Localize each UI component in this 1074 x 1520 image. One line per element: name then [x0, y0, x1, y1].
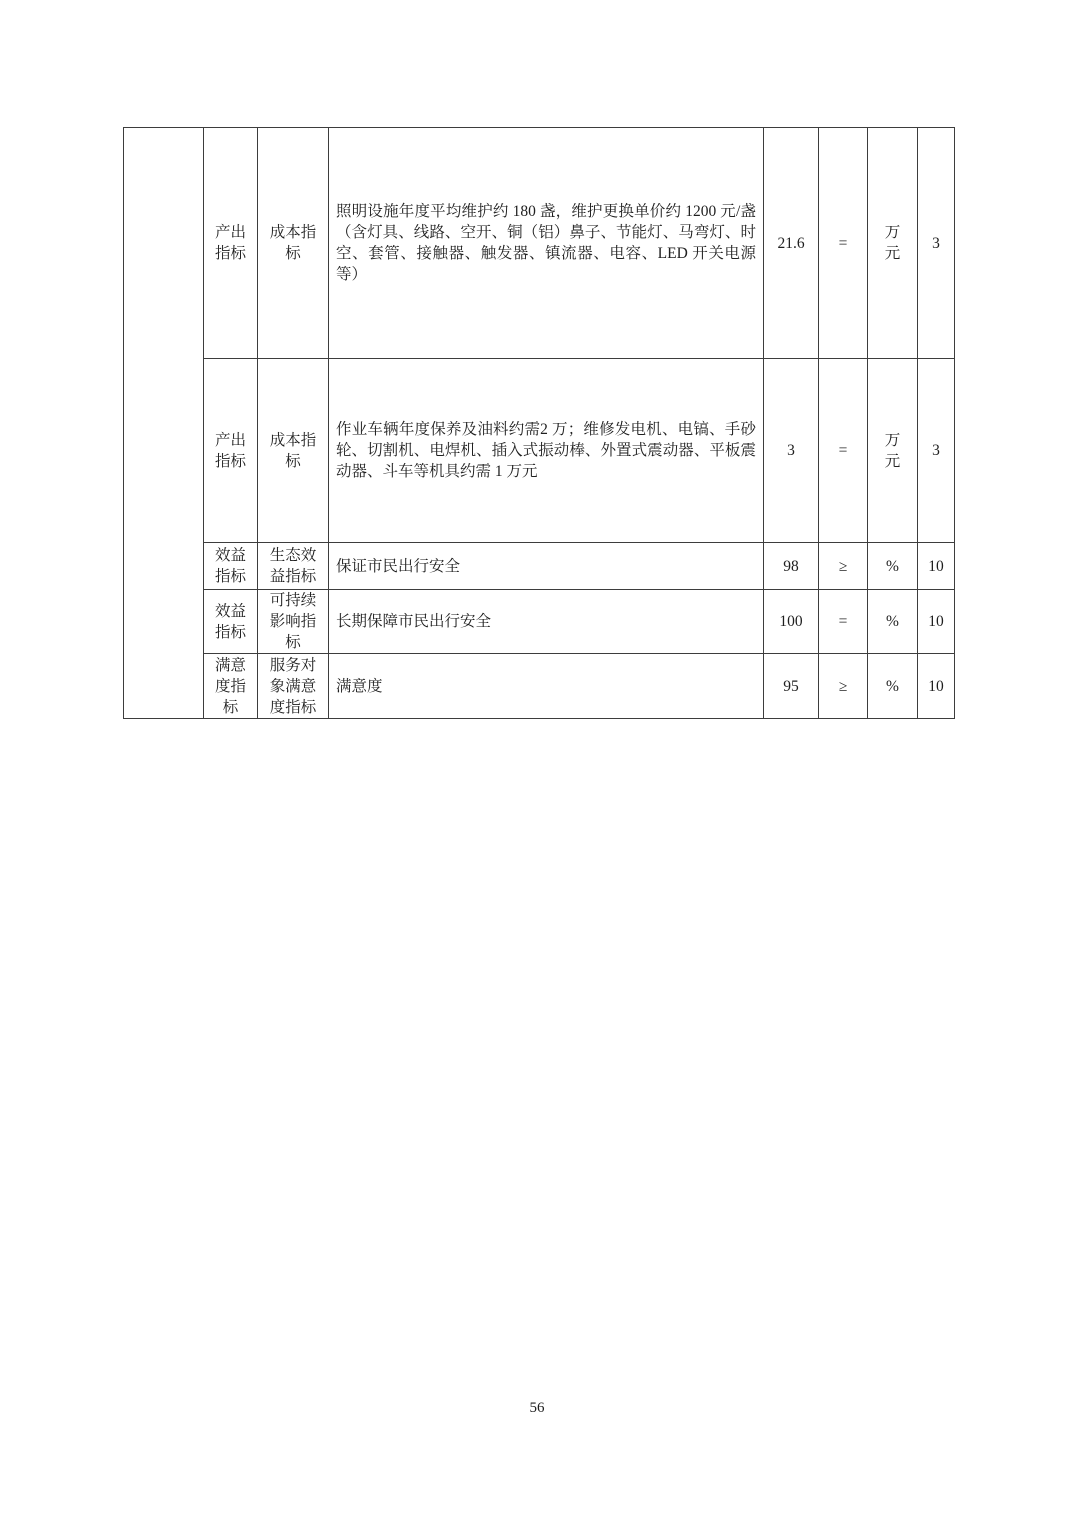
- indicator-operator-cell: ≥: [819, 654, 868, 719]
- indicator-weight-cell: 10: [918, 654, 955, 719]
- indicator-weight-cell: 3: [918, 359, 955, 543]
- indicator-type-cell: 产出指标: [204, 359, 258, 543]
- indicator-type-cell: 效益指标: [204, 590, 258, 654]
- indicator-value-cell: 98: [764, 543, 819, 590]
- indicator-subtype-cell: 生态效益指标: [258, 543, 329, 590]
- indicator-weight-cell: 10: [918, 590, 955, 654]
- indicator-subtype-cell: 可持续影响指标: [258, 590, 329, 654]
- indicator-description-cell: 作业车辆年度保养及油料约需2 万；维修发电机、电镐、手砂轮、切割机、电焊机、插入式振动棒、外置式震动器、平板震动器、斗车等机具约需 1 万元: [329, 359, 764, 543]
- indicator-description-cell: 长期保障市民出行安全: [329, 590, 764, 654]
- indicator-operator-cell: ≥: [819, 543, 868, 590]
- table-row: [124, 654, 955, 719]
- indicator-unit-cell: %: [868, 590, 918, 654]
- indicator-description-cell: 保证市民出行安全: [329, 543, 764, 590]
- table-row: [124, 128, 955, 359]
- indicator-type-cell: 产出指标: [204, 128, 258, 359]
- indicator-unit-cell: %: [868, 654, 918, 719]
- indicator-operator-cell: =: [819, 359, 868, 543]
- indicator-description-cell: 照明设施年度平均维护约 180 盏，维护更换单价约 1200 元/盏（含灯具、线路、空开、铜（铝）鼻子、节能灯、马弯灯、时空、套管、接触器、触发器、镇流器、电容、LED 开关电源等）: [329, 128, 764, 359]
- indicator-subtype-cell: 成本指标: [258, 128, 329, 359]
- indicator-weight-cell: 10: [918, 543, 955, 590]
- table-row: [124, 543, 955, 590]
- table-row: [124, 590, 955, 654]
- page-number: 56: [529, 1400, 545, 1416]
- indicator-weight-cell: 3: [918, 128, 955, 359]
- indicator-value-cell: 3: [764, 359, 819, 543]
- indicator-value-cell: 21.6: [764, 128, 819, 359]
- performance-indicator-table: [123, 127, 955, 719]
- indicator-unit-cell: 万元: [868, 128, 918, 359]
- indicator-value-cell: 100: [764, 590, 819, 654]
- indicator-description-cell: 满意度: [329, 654, 764, 719]
- indicator-unit-cell: 万元: [868, 359, 918, 543]
- indicator-unit-cell: %: [868, 543, 918, 590]
- indicator-operator-cell: =: [819, 128, 868, 359]
- indicator-subtype-cell: 成本指标: [258, 359, 329, 543]
- indicator-subtype-cell: 服务对象满意度指标: [258, 654, 329, 719]
- indicator-type-cell: 满意度指标: [204, 654, 258, 719]
- table-row: [124, 359, 955, 543]
- indicator-value-cell: 95: [764, 654, 819, 719]
- indicator-operator-cell: =: [819, 590, 868, 654]
- merged-left-cell: [124, 128, 204, 719]
- indicator-type-cell: 效益指标: [204, 543, 258, 590]
